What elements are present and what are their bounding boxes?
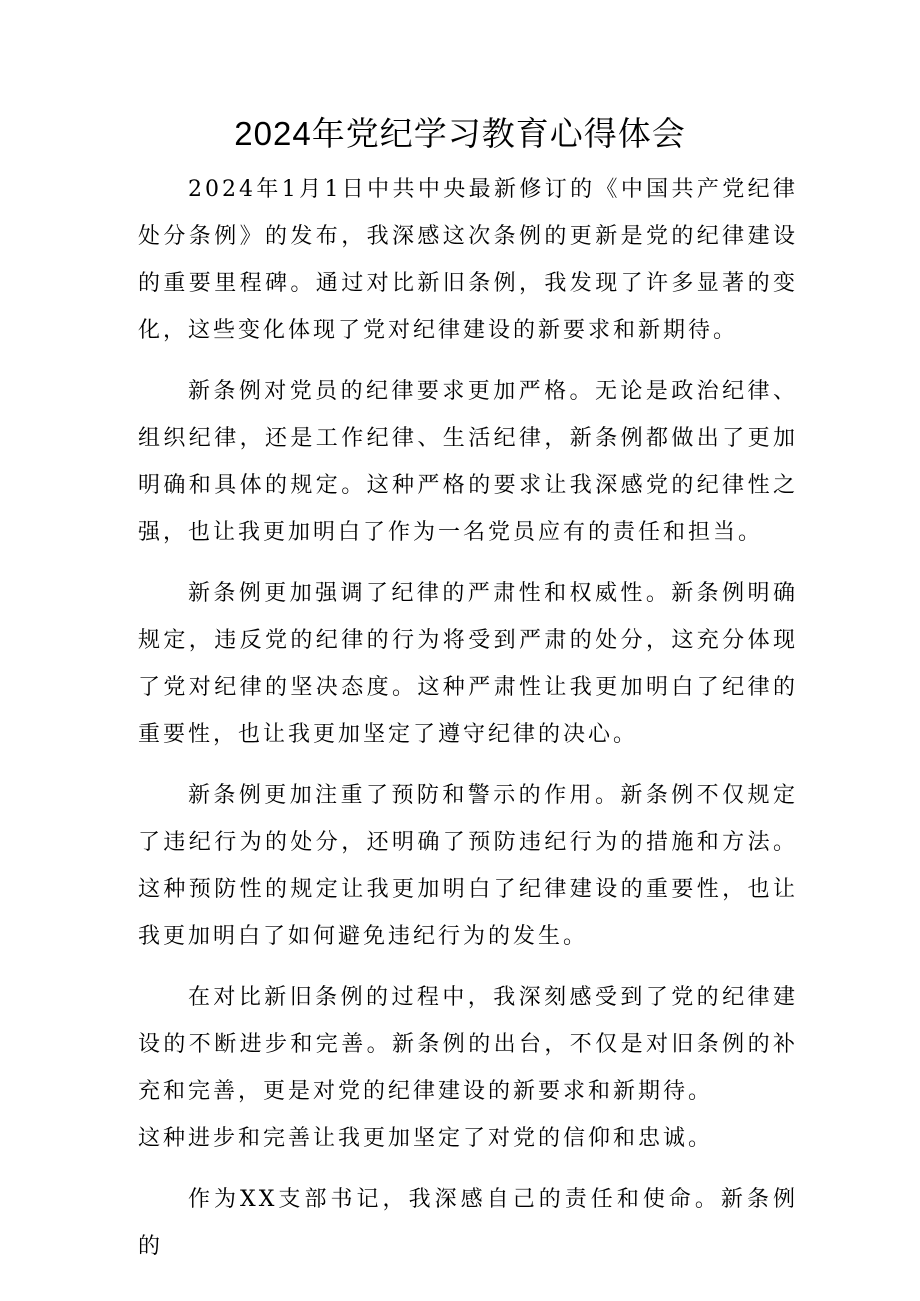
paragraph-1: 2024年1月1日中共中央最新修订的《中国共产党纪律处分条例》的发布，我深感这次条例的更新是党的纪律建设的重要里程碑。通过对比新旧条例，我发现了许多显著的变化，这些变化体现了党对纪律建设的新要求和新期待。 (138, 177, 798, 343)
paragraph-7: 作为XX支部书记，我深感自己的责任和使命。新条例的 (138, 1187, 798, 1259)
paragraph-3: 新条例更加强调了纪律的严肃性和权威性。新条例明确规定，违反党的纪律的行为将受到严肃的处分，这充分体现了党对纪律的坚决态度。这种严肃性让我更加明白了纪律的重要性，也让我更加坚定了遵守纪律的决心。 (138, 581, 798, 747)
paragraph-5: 在对比新旧条例的过程中，我深刻感受到了党的纪律建设的不断进步和完善。新条例的出台，不仅是对旧条例的补充和完善，更是对党的纪律建设的新要求和新期待。 (138, 985, 798, 1104)
document-title: 2024年党纪学习教育心得体会 (234, 115, 686, 152)
paragraph-4: 新条例更加注重了预防和警示的作用。新条例不仅规定了违纪行为的处分，还明确了预防违纪行为的措施和方法。这种预防性的规定让我更加明白了纪律建设的重要性，也让我更加明白了如何避免违纪行为的发生。 (138, 783, 798, 949)
paragraph-6: 这种进步和完善让我更加坚定了对党的信仰和忠诚。 (138, 1126, 714, 1151)
document-body (138, 166, 798, 1284)
paragraph-2: 新条例对党员的纪律要求更加严格。无论是政治纪律、组织纪律，还是工作纪律、生活纪律，新条例都做出了更加明确和具体的规定。这种严格的要求让我深感党的纪律性之强，也让我更加明白了作为一名党员应有的责任和担当。 (138, 379, 798, 545)
